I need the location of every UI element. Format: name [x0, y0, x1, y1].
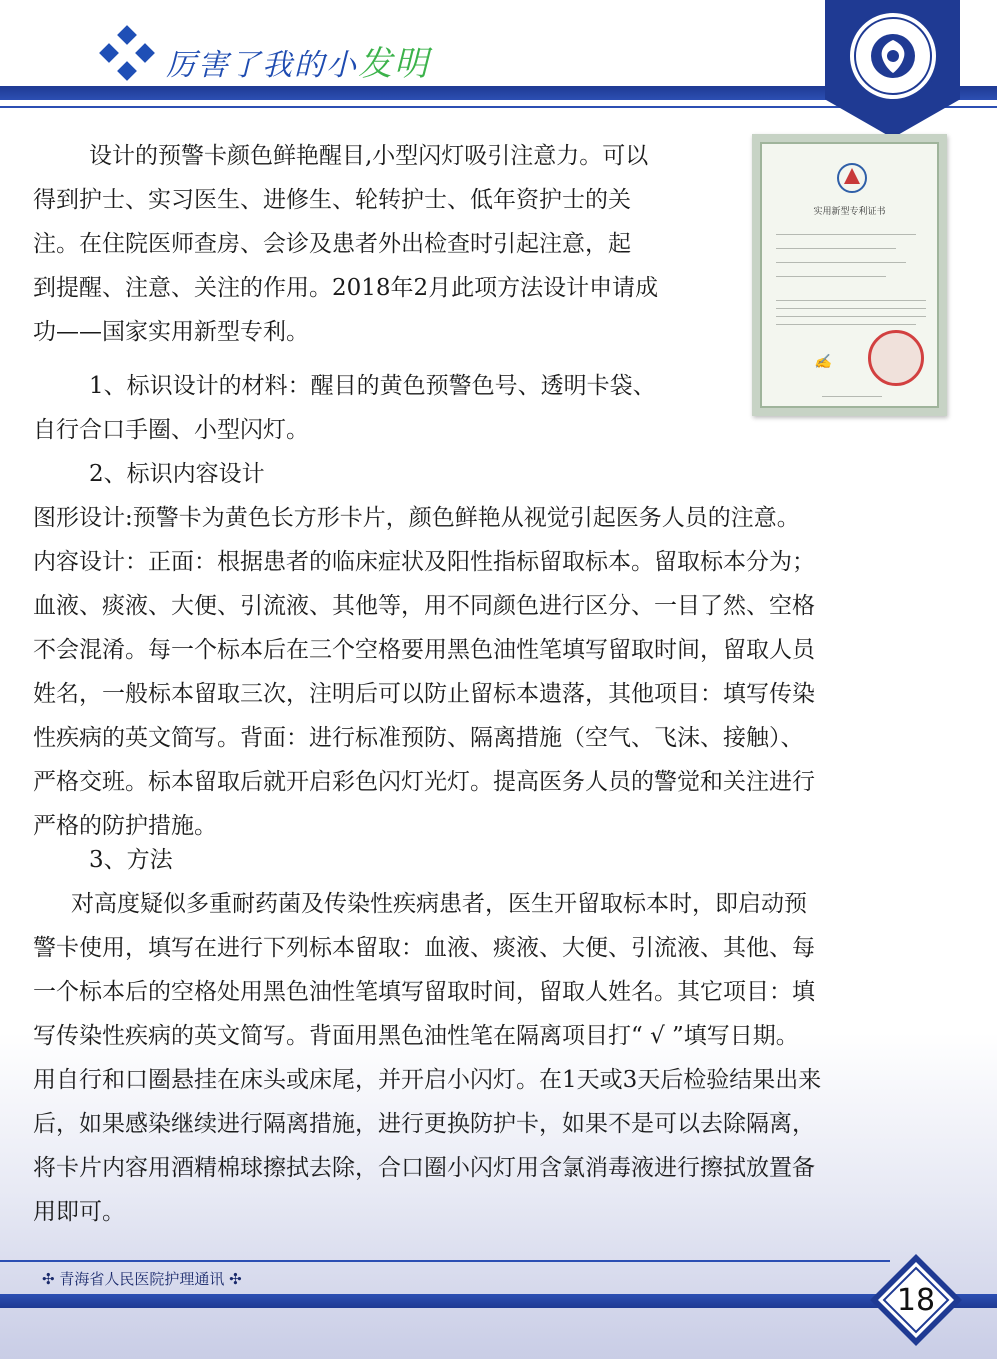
text-line: 内容设计：正面：根据患者的临床症状及阳性指标留取标本。留取标本分为； — [33, 549, 815, 575]
text-line: 不会混淆。每一个标本后在三个空格要用黑色油性笔填写留取时间，留取人员 — [33, 637, 815, 663]
text-line: 姓名，一般标本留取三次，注明后可以防止留标本遗落，其他项目：填写传染 — [33, 681, 815, 707]
section-title-accent: 发明 — [358, 44, 430, 84]
text-line: 1、标识设计的材料：醒目的黄色预警色号、透明卡袋、 — [89, 373, 656, 399]
footer-rule — [0, 1260, 890, 1262]
header-diamond-ornament — [98, 28, 158, 78]
hospital-logo — [847, 10, 939, 102]
certificate-red-seal — [868, 330, 924, 386]
certificate-text-line — [776, 262, 906, 263]
text-line: 血液、痰液、大便、引流液、其他等，用不同颜色进行区分、一目了然、空格 — [33, 593, 815, 619]
certificate-text-line — [822, 396, 882, 397]
text-line: 用自行和口圈悬挂在床头或床尾，并开启小闪灯。在1天或3天后检验结果出来 — [33, 1067, 822, 1093]
text-line: 将卡片内容用酒精棉球擦拭去除，合口圈小闪灯用含氯消毒液进行擦拭放置备 — [33, 1155, 815, 1181]
heading-method: 3、方法 — [89, 847, 173, 873]
paragraph-method — [33, 838, 821, 1234]
text-line: 性疾病的英文简写。背面：进行标准预防、隔离措施（空气、飞沫、接触）、 — [33, 725, 804, 751]
certificate-text-line — [776, 276, 886, 277]
text-line: 严格交班。标本留取后就开启彩色闪灯光灯。提高医务人员的警觉和关注进行 — [33, 769, 815, 795]
text-line: 设计的预警卡颜色鲜艳醒目,小型闪灯吸引注意力。可以 — [89, 143, 649, 169]
text-line: 功——国家实用新型专利。 — [33, 319, 309, 345]
text-line: 图形设计:预警卡为黄色长方形卡片，颜色鲜艳从视觉引起医务人员的注意。 — [33, 505, 800, 531]
paragraph-materials — [33, 364, 656, 452]
section-title-main: 厉害了我的小 — [166, 48, 358, 83]
certificate-text-line — [776, 248, 896, 249]
patent-certificate-image — [752, 134, 947, 416]
text-line: 注。在住院医师查房、会诊及患者外出检查时引起注意，起 — [33, 231, 631, 257]
text-line: 一个标本后的空格处用黑色油性笔填写留取时间，留取人姓名。其它项目：填 — [33, 979, 815, 1005]
heading-content-design: 2、标识内容设计 — [89, 461, 265, 487]
certificate-text-line — [776, 234, 916, 235]
text-line: 用即可。 — [33, 1199, 125, 1225]
footer-publication-name: ✣ 青海省人民医院护理通讯 ✣ — [42, 1270, 242, 1288]
certificate-text-line — [776, 324, 916, 325]
text-line: 警卡使用，填写在进行下列标本留取：血液、痰液、大便、引流液、其他、每 — [33, 935, 815, 961]
certificate-text-line — [776, 316, 926, 317]
paragraph-patent-intro — [33, 134, 658, 354]
text-line: 到提醒、注意、关注的作用。2018年2月此项方法设计申请成 — [33, 275, 659, 301]
footer-band — [0, 1294, 997, 1308]
text-line: 自行合口手圈、小型闪灯。 — [33, 417, 309, 443]
text-line: 后，如果感染继续进行隔离措施，进行更换防护卡，如果不是可以去除隔离， — [33, 1111, 815, 1137]
certificate-signature: ✍ — [814, 354, 832, 370]
patent-emblem-icon — [834, 160, 870, 196]
section-title — [166, 36, 430, 85]
text-line: 写传染性疾病的英文简写。背面用黑色油性笔在隔离项目打“ √ ”填写日期。 — [33, 1023, 799, 1049]
certificate-title: 实用新型专利证书 — [813, 207, 886, 217]
text-line: 对高度疑似多重耐药菌及传染性疾病患者，医生开留取标本时，即启动预 — [71, 891, 807, 917]
page-number: 18 — [896, 1282, 936, 1318]
certificate-paper — [760, 142, 939, 408]
logo-emblem-icon — [850, 13, 936, 99]
certificate-text-line — [776, 300, 926, 301]
certificate-text-line — [776, 308, 926, 309]
text-line: 严格的防护措施。 — [33, 813, 217, 839]
paragraph-content-design — [33, 452, 815, 848]
text-line: 得到护士、实习医生、进修生、轮转护士、低年资护士的关 — [33, 187, 631, 213]
